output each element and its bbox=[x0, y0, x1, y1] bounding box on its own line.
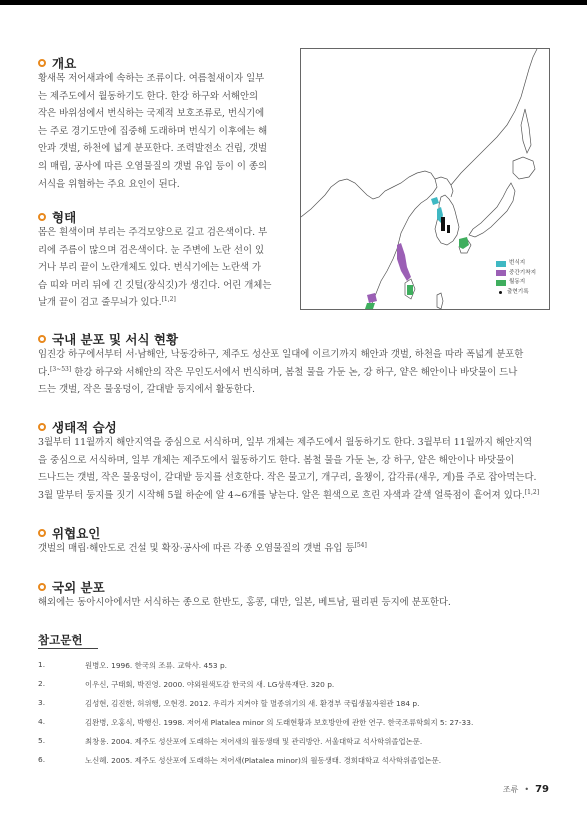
text-line bbox=[38, 487, 549, 505]
distribution-map bbox=[300, 48, 550, 310]
heading-text: 개요 bbox=[52, 56, 77, 71]
legend-label: 중간기착지 bbox=[509, 269, 537, 276]
threats-paragraph bbox=[38, 540, 549, 558]
citation: [1,2] bbox=[161, 296, 176, 304]
reference-item bbox=[38, 755, 441, 766]
text-line: 해외에는 동아시아에서만 서식하는 종으로 한반도, 홍콩, 대만, 일본, 베트남, 필리핀 등지에 분포한다. bbox=[38, 597, 451, 608]
reference-item bbox=[38, 660, 227, 671]
map-legend bbox=[496, 259, 546, 297]
domestic-paragraph bbox=[38, 346, 549, 399]
mainland-coastline bbox=[301, 171, 437, 309]
stopover-area bbox=[397, 243, 411, 281]
bullet-ring-icon bbox=[38, 213, 46, 221]
text-span: 다. bbox=[38, 366, 51, 378]
reference-number: 5. bbox=[38, 736, 46, 745]
text-line: 작은 바위섬에서 번식하는 국제적 보호조류로, 번식기에 bbox=[38, 108, 265, 120]
bullet-ring-icon bbox=[38, 583, 46, 591]
footer-section: 조류 bbox=[502, 785, 519, 794]
text-line: 날개 끝이 검고 줄무늬가 있다. bbox=[38, 297, 162, 309]
japan-hokkaido bbox=[513, 157, 535, 179]
bullet-ring-icon bbox=[38, 59, 46, 67]
reference-text: 김완병, 오홍식, 박행신. 1998. 저어새 Platalea minor 의 도래현황과 보호방안에 관한 연구. 한국조류학회지 5: 27-33. bbox=[85, 718, 474, 727]
legend-label: 출현기록 bbox=[507, 288, 529, 295]
legend-label: 번식지 bbox=[509, 260, 526, 266]
legend-label: 월동지 bbox=[509, 279, 526, 285]
page-footer bbox=[503, 784, 549, 795]
reference-number: 4. bbox=[38, 717, 46, 726]
reference-item bbox=[38, 698, 419, 709]
overview-paragraph bbox=[38, 70, 290, 193]
ecology-paragraph bbox=[38, 434, 549, 504]
references-title: 참고문헌 bbox=[38, 633, 83, 647]
bullet-ring-icon bbox=[38, 335, 46, 343]
reference-text: 이우신, 구태회, 박진영. 2000. 야외원색도감 한국의 새. LG상록재단. 320 p. bbox=[85, 680, 335, 689]
wintering-area bbox=[459, 237, 469, 249]
far-east-coastline bbox=[451, 49, 537, 185]
text-line: 거나 부리 끝이 노란개체도 있다. 번식기에는 노란색 가 bbox=[38, 262, 262, 274]
citation: [1,2] bbox=[524, 488, 540, 496]
legend-item bbox=[496, 259, 546, 269]
record-marker bbox=[441, 217, 445, 231]
heading-text: 위협요인 bbox=[52, 526, 101, 541]
reference-text: 노신혜. 2005. 제주도 성산포에 도래하는 저어새(Platalea minor)의 월동생태. 경희대학교 석사학위졸업논문. bbox=[85, 756, 442, 765]
legend-dot-icon bbox=[499, 291, 502, 294]
text-line: 서식을 위협하는 주요 요인이 된다. bbox=[38, 178, 180, 190]
legend-item bbox=[496, 288, 546, 298]
text-line: 황새목 저어새과에 속하는 조류이다. 여름철새이자 일부 bbox=[38, 73, 265, 84]
text-line: 드나드는 갯벌, 작은 물웅덩이, 갈대밭 등지를 선호한다. 작은 물고기, 개구리, 올챙이, 갑각류(새우, 게)를 주로 잡아먹는다. bbox=[38, 472, 537, 484]
text-line: 3월부터 11월까지 해안지역을 중심으로 서식하며, 일부 개체는 제주도에서 월동하기도 한다. 3월부터 11월까지 해안지역 bbox=[38, 437, 533, 448]
page-number: 79 bbox=[535, 784, 549, 795]
reference-number: 6. bbox=[38, 755, 46, 764]
reference-text: 김성현, 김진한, 허위행, 오현경. 2012. 우리가 지켜야 할 멸종위기의 새. 환경부 국립생물자원관 184 p. bbox=[85, 699, 420, 708]
reference-item bbox=[38, 717, 473, 728]
reference-number: 3. bbox=[38, 698, 46, 707]
text-line bbox=[38, 294, 290, 312]
heading-text: 국외 분포 bbox=[52, 580, 105, 595]
wintering-area bbox=[365, 303, 375, 309]
sakhalin bbox=[521, 109, 531, 153]
text-line bbox=[38, 540, 549, 558]
japan-honshu bbox=[469, 183, 515, 237]
wintering-area bbox=[407, 285, 413, 295]
text-span: 갯벌의 매립·해안도로 건설 및 확장·공사에 따른 각종 오염물질의 갯벌 유입 등 bbox=[38, 543, 355, 554]
legend-item bbox=[496, 269, 546, 279]
heading-text: 형태 bbox=[52, 210, 77, 225]
legend-swatch bbox=[496, 261, 506, 267]
references-underline bbox=[38, 648, 98, 649]
citation: [54] bbox=[354, 541, 367, 549]
heading-text: 국내 분포 및 서식 현황 bbox=[52, 332, 179, 347]
reference-item bbox=[38, 736, 422, 747]
text-line: 안과 갯벌, 하천에 넓게 분포한다. 조력발전소 건립, 갯벌 bbox=[38, 143, 268, 155]
heading-text: 생태적 습성 bbox=[52, 420, 117, 435]
text-span: 3월 말부터 둥지를 짓기 시작해 5월 하순에 알 4~6개를 낳는다. 알은 흰색으로 흐린 자색과 갈색 얼룩점이 흩어져 있다. bbox=[38, 489, 525, 501]
text-line bbox=[38, 364, 549, 382]
northeast-coastline bbox=[435, 177, 453, 197]
footer-separator: • bbox=[524, 785, 530, 794]
reference-item bbox=[38, 679, 334, 690]
text-line: 슴 띠와 머리 뒤에 긴 깃털(장식깃)가 생긴다. 어린 개체는 bbox=[38, 279, 272, 291]
reference-number: 1. bbox=[38, 660, 46, 669]
breeding-area bbox=[431, 197, 439, 205]
form-paragraph bbox=[38, 224, 290, 312]
legend-swatch bbox=[496, 280, 506, 286]
legend-item bbox=[496, 278, 546, 288]
text-line: 을 중심으로 서식하며, 일부 개체는 제주도에서 월동하기도 한다. 봄철 물을 가둔 논, 강 하구, 얕은 해안이나 바닷물이 bbox=[38, 454, 515, 466]
text-line: 의 매립, 공사에 따른 오염물질의 갯벌 유입 등이 이 종의 bbox=[38, 160, 268, 172]
text-line: 드는 갯벌, 작은 물웅덩이, 갈대밭 등지에서 활동한다. bbox=[38, 384, 256, 396]
text-line: 는 제주도에서 월동하기도 한다. 한강 하구와 서해안의 bbox=[38, 90, 259, 102]
bullet-ring-icon bbox=[38, 423, 46, 431]
text-line: 는 주로 경기도만에 집중해 도래하며 번식기 이후에는 해 bbox=[38, 125, 268, 137]
reference-text: 최창용. 2004. 제주도 성산포에 도래하는 저어새의 월동생태 및 관리방안. 서울대학교 석사학위졸업논문. bbox=[85, 737, 423, 746]
text-line: 리에 주름이 많으며 검은색이다. 눈 주변에 노란 선이 있 bbox=[38, 244, 265, 256]
text-line: 임진강 하구에서부터 서·남해안, 낙동강하구, 제주도 성산포 일대에 이르기까지 해안과 갯벌, 하천을 따라 폭넓게 분포한 bbox=[38, 349, 524, 360]
text-line: 몸은 흰색이며 부리는 주걱모양으로 길고 검은색이다. 부 bbox=[38, 227, 268, 238]
philippines bbox=[437, 293, 443, 309]
citation: [3~53] bbox=[50, 365, 72, 373]
overseas-paragraph bbox=[38, 594, 549, 612]
text-span: 한강 하구와 서해안의 작은 무인도서에서 번식하며, 봄철 물을 가둔 논, 강 하구, 얕은 해안이나 바닷물이 드나 bbox=[71, 366, 518, 378]
reference-number: 2. bbox=[38, 679, 46, 688]
record-marker bbox=[447, 225, 450, 233]
legend-swatch bbox=[496, 270, 506, 276]
bullet-ring-icon bbox=[38, 529, 46, 537]
reference-text: 원병오. 1996. 한국의 조류. 교학사. 453 p. bbox=[85, 661, 227, 670]
